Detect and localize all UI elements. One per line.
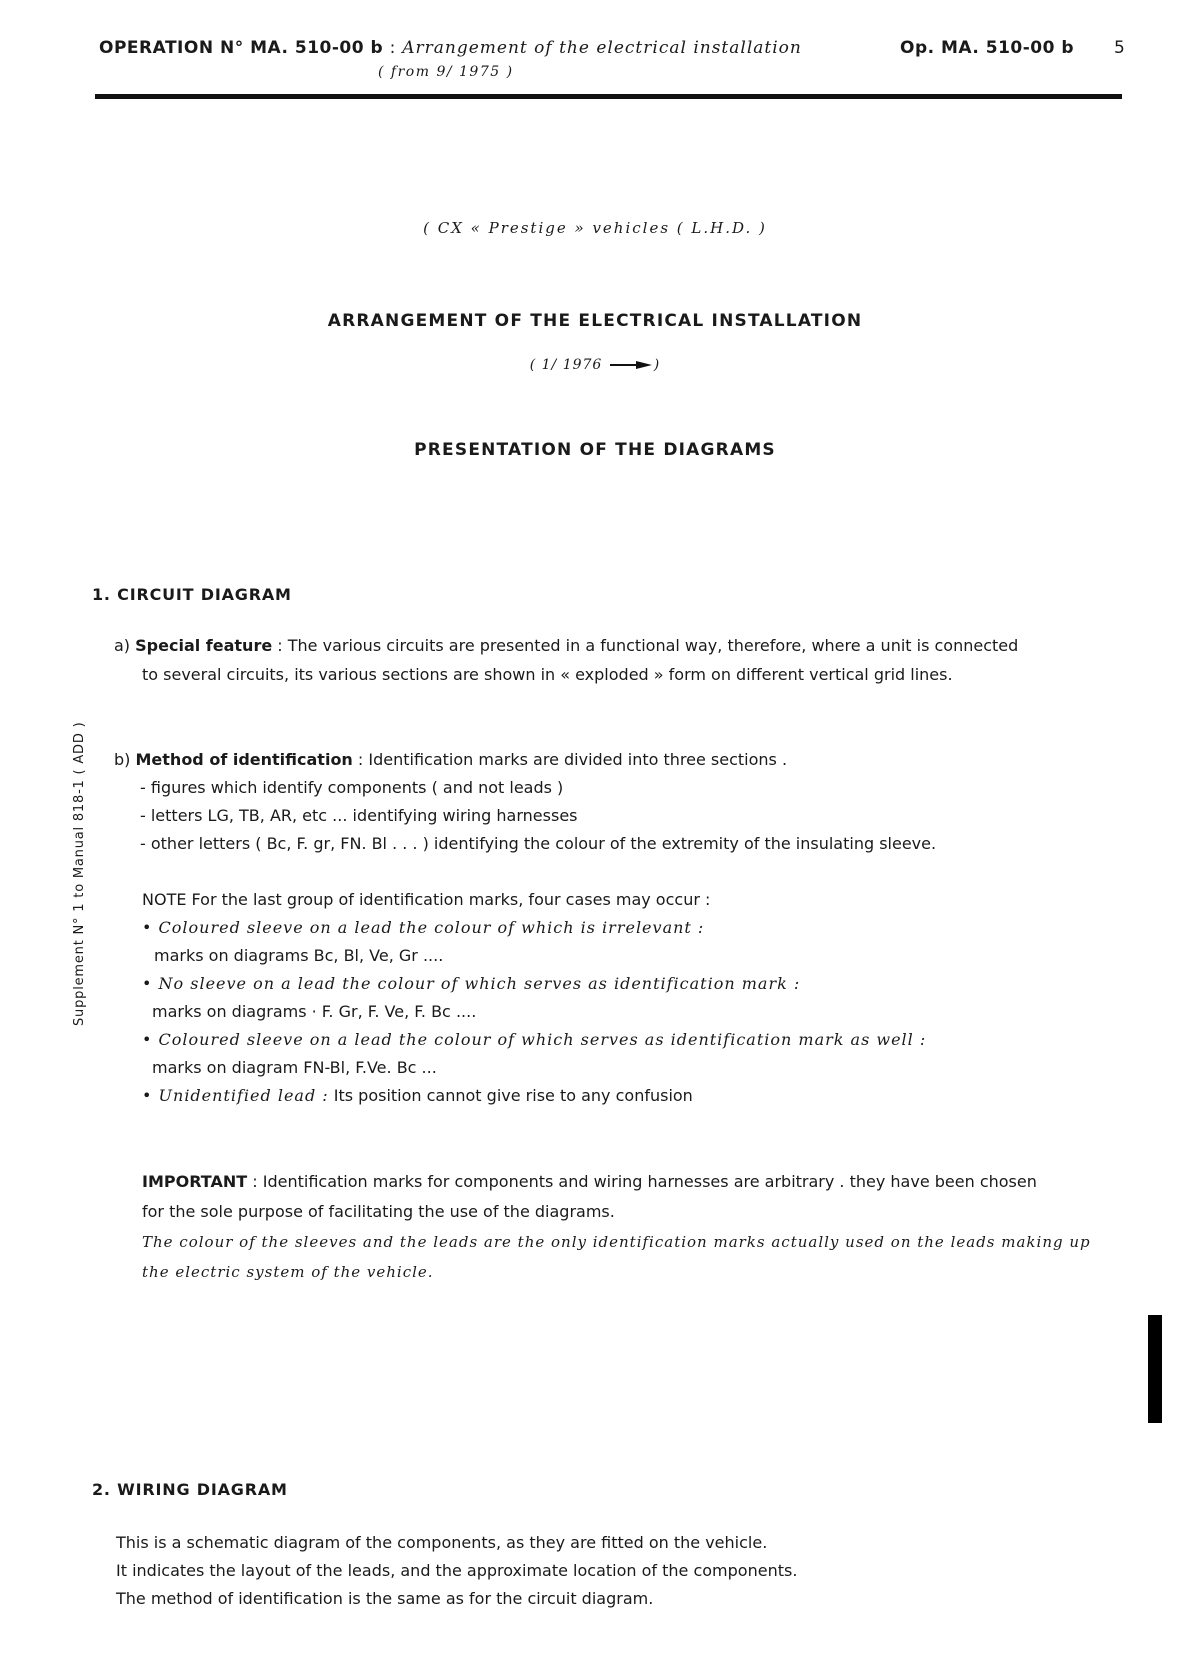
wiring-line-2: It indicates the layout of the leads, and the approximate location of the components. <box>116 1561 798 1580</box>
note-line: NOTE For the last group of identification marks, four cases may occur : <box>142 890 711 909</box>
header-rule <box>95 94 1122 99</box>
important-italic-2: the electric system of the vehicle. <box>142 1263 434 1281</box>
operation-title: Arrangement of the electrical installation <box>402 38 802 58</box>
important-label: IMPORTANT <box>142 1172 248 1191</box>
case-4-text: Its position cannot give rise to any confusion <box>328 1086 693 1105</box>
operation-colon: : <box>389 38 396 58</box>
method-line <box>114 746 787 774</box>
arrow-right-icon <box>608 360 654 370</box>
case-4-title: • Unidentified lead : <box>142 1086 329 1105</box>
special-feature-label: Special feature <box>135 636 273 655</box>
side-thumb-tab <box>1148 1315 1162 1423</box>
case-3-title: • Coloured sleeve on a lead the colour of which serves as identification mark as well : <box>142 1030 927 1049</box>
feature-line-1 <box>114 632 1018 660</box>
item-a-prefix: a) <box>114 636 131 655</box>
method-text: : Identification marks are divided into three sections . <box>352 750 788 769</box>
date-start: ( 1/ 1976 <box>529 357 603 373</box>
method-label: Method of identification <box>135 750 353 769</box>
operation-reference: Op. MA. 510-00 b <box>900 38 1075 58</box>
operation-from-date: ( from 9/ 1975 ) <box>378 64 514 80</box>
item-b-prefix: b) <box>114 750 131 769</box>
vehicle-subtitle: ( CX « Prestige » vehicles ( L.H.D. ) <box>423 219 767 237</box>
special-feature-text-2: to several circuits, its various sections are shown in « exploded » form on different vertical grid lines. <box>142 665 953 684</box>
date-end: ) <box>653 357 661 373</box>
case-2-marks: marks on diagrams · F. Gr, F. Ve, F. Bc .... <box>152 1002 477 1021</box>
case-1-marks: marks on diagrams Bc, Bl, Ve, Gr .... <box>154 946 444 965</box>
important-line-1 <box>142 1168 1037 1196</box>
wiring-line-3: The method of identification is the same as for the circuit diagram. <box>116 1589 654 1608</box>
case-4-line <box>142 1082 693 1110</box>
operation-header <box>99 38 802 58</box>
presentation-title: PRESENTATION OF THE DIAGRAMS <box>414 440 776 460</box>
case-1-title: • Coloured sleeve on a lead the colour of which is irrelevant : <box>142 918 705 937</box>
case-3-marks: marks on diagram FN-Bl, F.Ve. Bc ... <box>152 1058 437 1077</box>
date-range <box>0 357 1190 373</box>
operation-number: OPERATION N° MA. 510-00 b <box>99 38 384 58</box>
special-feature-text-1: : The various circuits are presented in a functional way, therefore, where a unit is connected <box>272 636 1019 655</box>
section-heading-circuit-diagram: 1. CIRCUIT DIAGRAM <box>92 585 292 604</box>
section-heading-wiring-diagram: 2. WIRING DIAGRAM <box>92 1480 288 1499</box>
method-item-figures: - figures which identify components ( and not leads ) <box>140 778 564 797</box>
case-2-title: • No sleeve on a lead the colour of which serves as identification mark : <box>142 974 801 993</box>
page-number: 5 <box>1114 38 1125 58</box>
supplement-side-label: Supplement N° 1 to Manual 818-1 ( ADD ) <box>72 721 87 1026</box>
method-item-colour-letters: - other letters ( Bc, F. gr, FN. Bl . . . ) identifying the colour of the extremity of the insulating sleeve. <box>140 834 937 853</box>
wiring-line-1: This is a schematic diagram of the components, as they are fitted on the vehicle. <box>116 1533 768 1552</box>
important-text-2: for the sole purpose of facilitating the use of the diagrams. <box>142 1202 615 1221</box>
important-italic-1: The colour of the sleeves and the leads are the only identification marks actually used on the leads making up <box>142 1233 1091 1251</box>
important-text-1: : Identification marks for components and wiring harnesses are arbitrary . they have been chosen <box>247 1172 1037 1191</box>
page-title: ARRANGEMENT OF THE ELECTRICAL INSTALLATION <box>327 311 863 331</box>
method-item-letters: - letters LG, TB, AR, etc ... identifying wiring harnesses <box>140 806 578 825</box>
